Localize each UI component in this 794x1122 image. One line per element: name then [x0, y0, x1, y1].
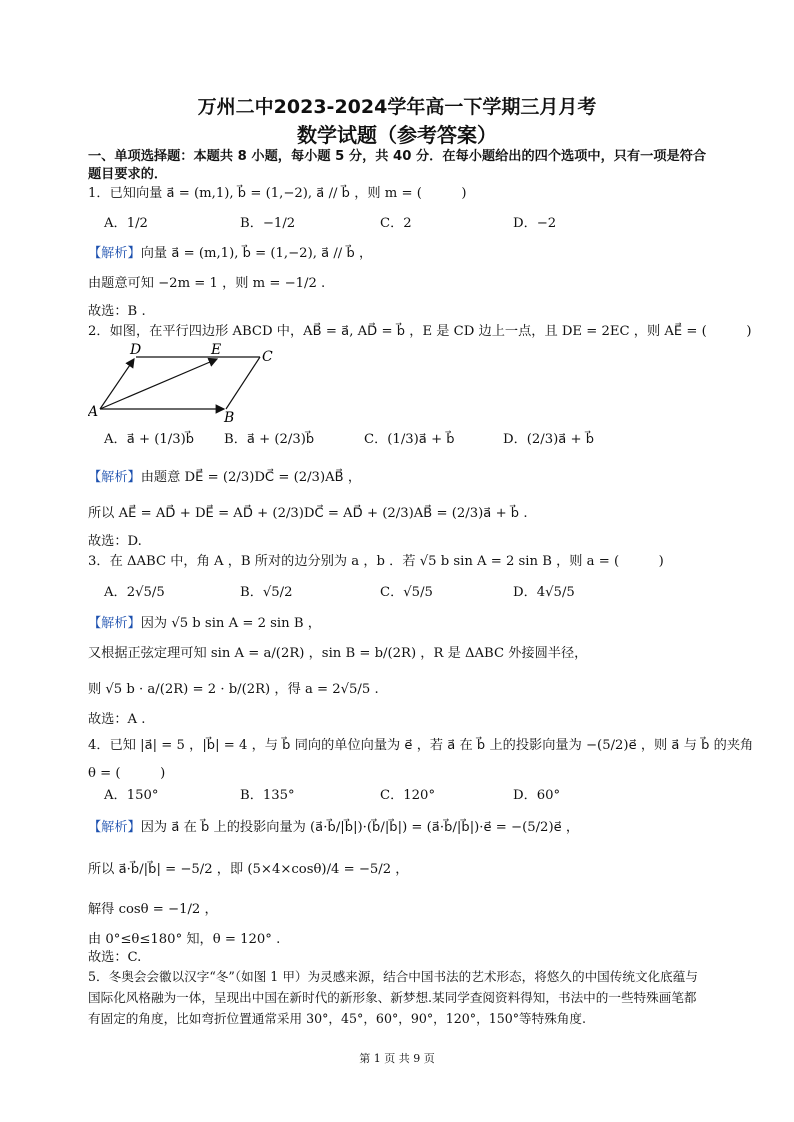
q1-option-c: C．2 — [380, 216, 412, 231]
q4-option-b: B．135° — [240, 788, 295, 803]
q4-option-a: A．150° — [104, 788, 159, 803]
page-footer: 第 1 页 共 9 页 — [359, 1052, 435, 1065]
edge-cb — [226, 357, 260, 409]
jiexi-label: 【解析】 — [88, 470, 141, 485]
jiexi-label: 【解析】 — [88, 246, 141, 261]
label-b: B — [224, 410, 235, 424]
q4-answer-line5: 故选：C. — [88, 950, 142, 965]
q3-answer-line1: 因为 √5 b sin A = 2 sin B ， — [140, 616, 321, 631]
document-subtitle: 数学试题（参考答案） — [297, 123, 497, 147]
label-e: E — [211, 342, 222, 358]
q2-option-b: B．a⃗ + (2/3)b⃗ — [224, 432, 315, 447]
q3-option-a: A．2√5/5 — [104, 585, 165, 600]
q1-stem: 1．已知向量 a⃗ = (m,1), b⃗ = (1,−2), a⃗ // b⃗ ，则 m = ( ) — [88, 186, 467, 201]
q4-answer-line2: 所以 a⃗·b⃗/|b⃗| = −5/2 ，即 (5×4×cosθ)/4 = −5/2 ， — [88, 862, 409, 877]
q2-option-d: D．(2/3)a⃗ + b⃗ — [503, 432, 595, 447]
q2-stem: 2．如图，在平行四边形 ABCD 中，AB⃗ = a⃗, AD⃗ = b⃗ ，E 是 CD 边上一点，且 DE = 2EC ，则 AE⃗ = ( ) — [88, 324, 752, 339]
jiexi-label: 【解析】 — [88, 820, 141, 835]
q4-answer-line1: 因为 a⃗ 在 b⃗ 上的投影向量为 (a⃗·b⃗/|b⃗|)·(b⃗/|b⃗|) = (a⃗·b⃗/|b⃗|)·e⃗ = −(5/2)e⃗ ， — [140, 820, 580, 835]
q4-answer-line4: 由 0°≤θ≤180° 知，θ = 120° . — [88, 932, 281, 947]
q2-option-c: C．(1/3)a⃗ + b⃗ — [364, 432, 455, 447]
q4-answer-line3: 解得 cosθ = −1/2 ， — [88, 902, 218, 917]
q4-stem-theta: θ = ( ) — [88, 766, 166, 781]
q2-answer-line2: 所以 AE⃗ = AD⃗ + DE⃗ = AD⃗ + (2/3)DC⃗ = AD⃗ + (2/3)AB⃗ = (2/3)a⃗ + b⃗ . — [88, 506, 528, 521]
q3-option-c: C．√5/5 — [380, 585, 433, 600]
q3-answer-line2: 又根据正弦定理可知 sin A = a/(2R) ，sin B = b/(2R) ，R 是 ΔABC 外接圆半径， — [88, 646, 588, 661]
jiexi-label: 【解析】 — [88, 616, 141, 631]
q1-option-d: D．−2 — [513, 216, 557, 231]
q4-option-d: D．60° — [513, 788, 561, 803]
q3-answer-line4: 故选：A . — [88, 712, 146, 727]
label-c: C — [262, 349, 273, 365]
q1-answer-line1: 向量 a⃗ = (m,1), b⃗ = (1,−2), a⃗ // b⃗ ， — [140, 246, 373, 261]
section-heading: 一、单项选择题：本题共 8 小题，每小题 5 分，共 40 分．在每小题给出的四个选项中，只有一项是符合题目要求的． — [88, 149, 707, 182]
q5-text: 5．冬奥会会徽以汉字“冬”（如图 1 甲）为灵感来源，结合中国书法的艺术形态，将悠久的中国传统文化底蕴与国际化风格融为一体，呈现出中国在新时代的新形象、新梦想.某同学查阅资料得知，书法中的一些特殊画笔都有固定的角度，比如弯折位置通常采用 30°，45°，60°，90°，120°，150°等特殊角度. — [88, 969, 698, 1026]
q1-answer-line3: 故选：B . — [88, 304, 146, 319]
q3-option-b: B．√5/2 — [240, 585, 293, 600]
q3-answer-line3: 则 √5 b · a/(2R) = 2 · b/(2R) ，得 a = 2√5/5 . — [88, 682, 379, 697]
document-title: 万州二中2023-2024学年高一下学期三月月考 — [197, 96, 597, 118]
label-a: A — [88, 404, 99, 420]
label-d: D — [130, 342, 142, 358]
q3-option-d: D．4√5/5 — [513, 585, 575, 600]
q2-answer-line3: 故选：D. — [88, 534, 142, 549]
q1-option-a: A．1/2 — [104, 216, 148, 231]
q1-answer-line2: 由题意可知 −2m = 1 ，则 m = −1/2 . — [88, 276, 326, 291]
q2-answer-line1: 由题意 DE⃗ = (2/3)DC⃗ = (2/3)AB⃗ ， — [140, 470, 362, 485]
q1-option-b: B．−1/2 — [240, 216, 296, 231]
q4-option-c: C．120° — [380, 788, 436, 803]
q4-stem: 4．已知 |a⃗| = 5 ，|b⃗| = 4 ，与 b⃗ 同向的单位向量为 e⃗ ，若 a⃗ 在 b⃗ 上的投影向量为 −(5/2)e⃗ ，则 a⃗ 与 b⃗ 的夹角 — [88, 738, 754, 753]
q2-option-a: A．a⃗ + (1/3)b⃗ — [104, 432, 195, 447]
parallelogram-figure — [88, 340, 288, 424]
q3-stem: 3．在 ΔABC 中，角 A ，B 所对的边分别为 a ，b ．若 √5 b sin A = 2 sin B ，则 a = ( ) — [88, 554, 664, 569]
